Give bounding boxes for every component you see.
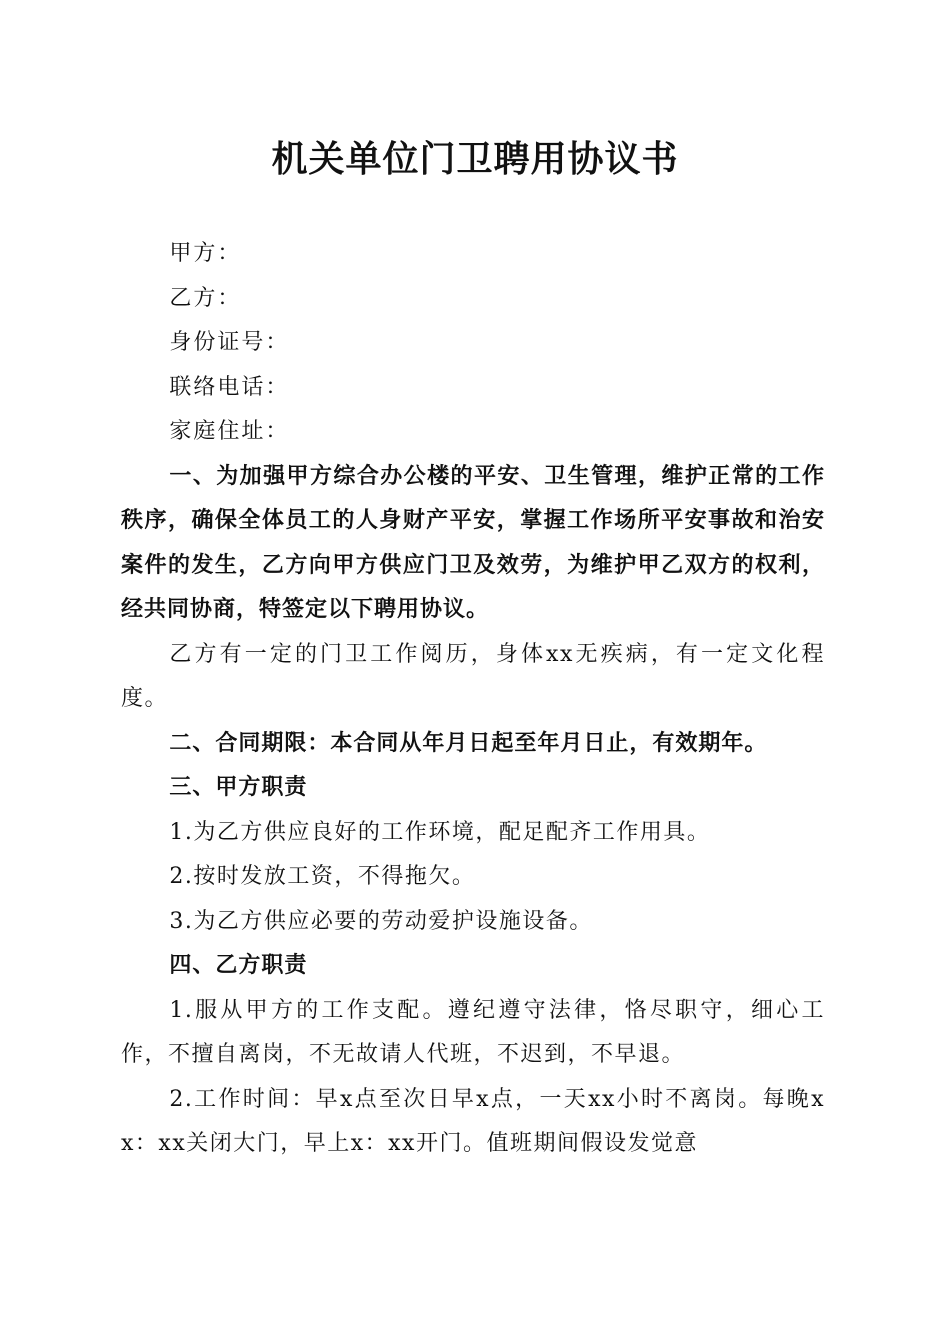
- section-1-note: 乙方有一定的门卫工作阅历，身体xx无疾病，有一定文化程度。: [121, 641, 825, 711]
- section-4-heading: 四、乙方职责: [169, 953, 308, 978]
- id-number-field: 身份证号：: [169, 330, 290, 355]
- section-1-paragraph: 一、为加强甲方综合办公楼的平安、卫生管理，维护正常的工作秩序，确保全体员工的人身财产平安，掌握工作场所平安事故和治安案件的发生，乙方向甲方供应门卫及效劳，为维护甲乙双方的权利，经共同协商，特签定以下聘用协议。: [121, 463, 825, 622]
- section-2-paragraph: 二、合同期限：本合同从年月日起至年月日止，有效期年。: [169, 730, 768, 756]
- section-3-item: 3.为乙方供应必要的劳动爱护设施设备。: [169, 908, 593, 934]
- party-b-field: 乙方：: [169, 285, 242, 311]
- document-title: 机关单位门卫聘用协议书: [271, 138, 679, 180]
- section-3-item: 1.为乙方供应良好的工作环境，配足配齐工作用具。: [169, 819, 711, 845]
- section-4-item: 1.服从甲方的工作支配。遵纪遵守法律，恪尽职守，细心工作，不擅自离岗，不无故请人代班，不迟到，不早退。: [121, 997, 825, 1067]
- section-3-heading: 三、甲方职责: [169, 775, 308, 800]
- phone-field: 联络电话：: [169, 374, 290, 400]
- document-body: [121, 232, 825, 1167]
- section-3-item: 2.按时发放工资，不得拖欠。: [169, 864, 476, 889]
- address-field: 家庭住址：: [169, 419, 290, 444]
- section-4-item: 2.工作时间：早x点至次日早x点，一天xx小时不离岗。每晚xx：xx关闭大门，早上x：xx开门。值班期间假设发觉意: [121, 1086, 825, 1156]
- party-a-field: 甲方：: [169, 241, 242, 266]
